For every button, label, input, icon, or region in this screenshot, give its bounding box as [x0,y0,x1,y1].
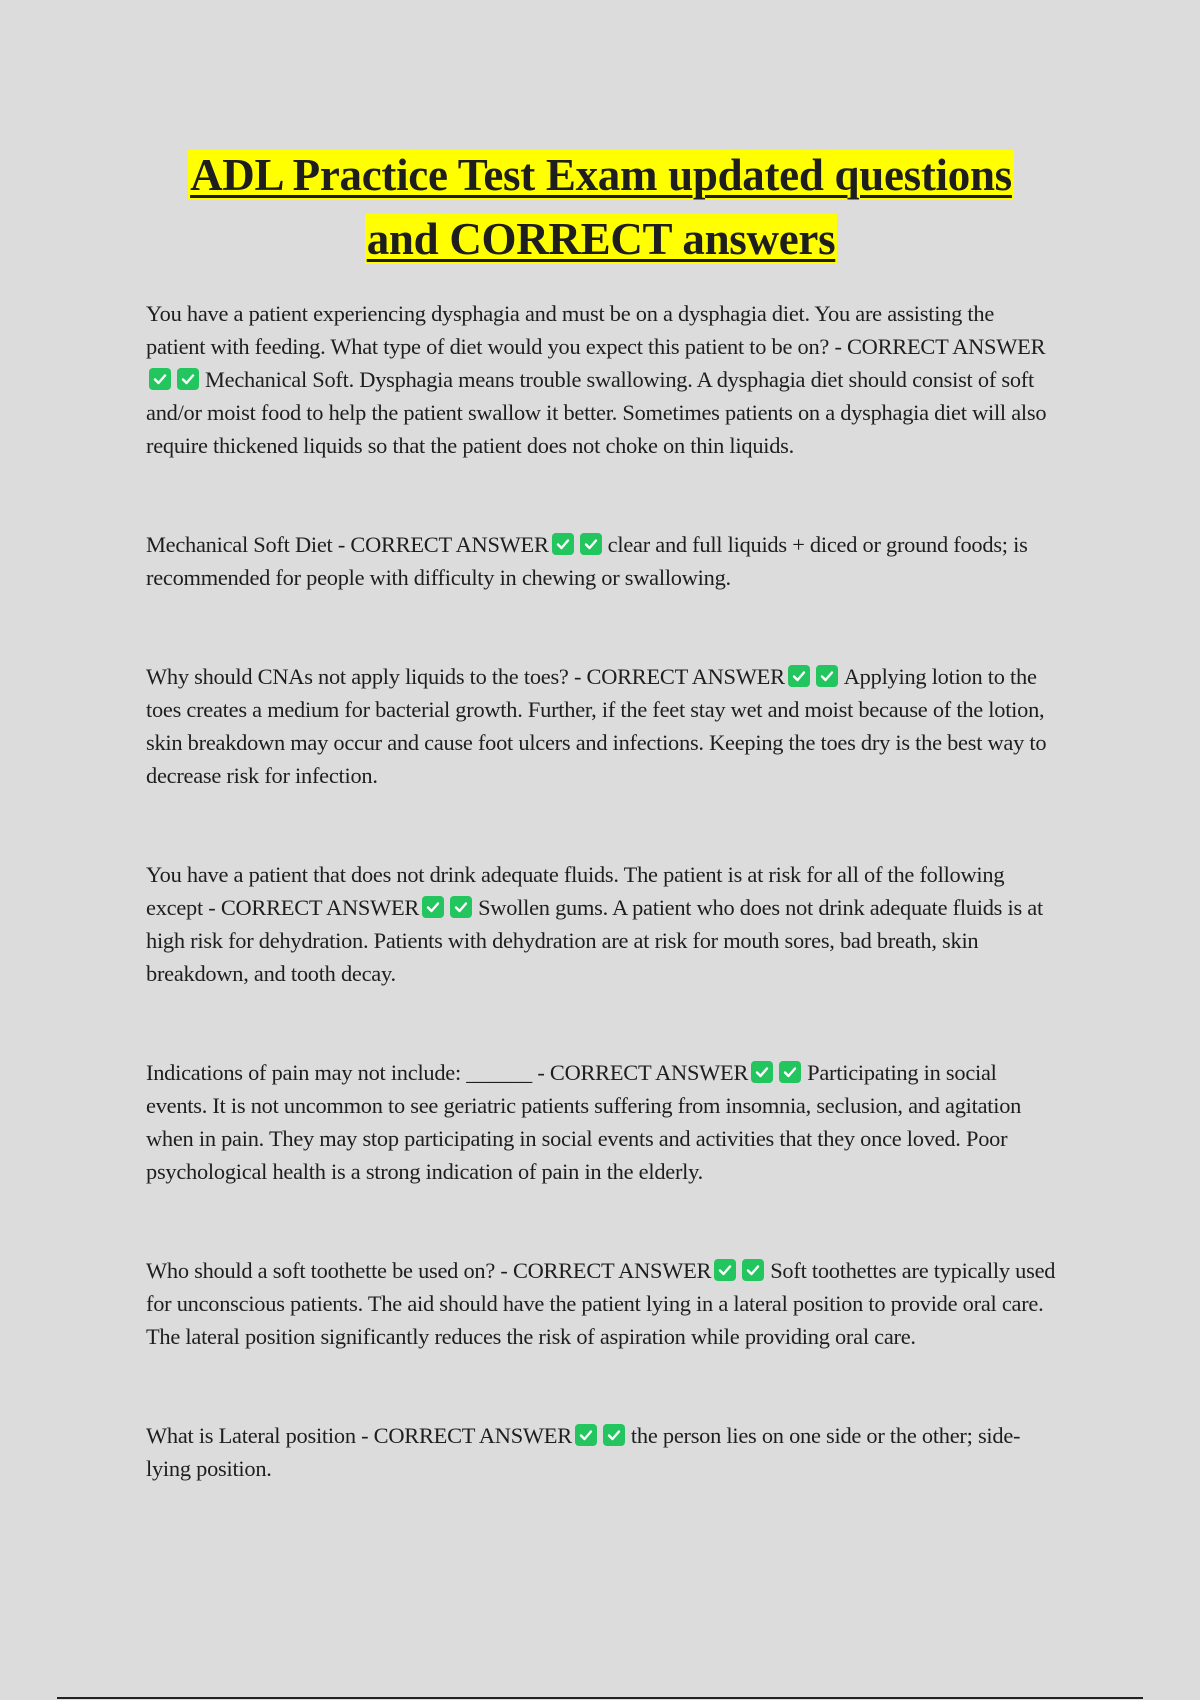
check-icon [603,1424,625,1446]
qa-item [146,1056,1056,1188]
question-text: What is Lateral position - CORRECT ANSWER [146,1423,572,1448]
check-icon [788,665,810,687]
check-icon [816,665,838,687]
title-line-2: and CORRECT answers [366,214,836,264]
qa-item [146,297,1056,462]
check-icon [450,896,472,918]
check-icon [149,368,171,390]
qa-item [146,1419,1056,1485]
answer-text: Participating in social events. It is not uncommon to see geriatric patients suffering from insomnia, seclusion, and agitation when in pain. They may stop participating in social events and activities that they once loved. Poor psychological health is a strong indication of pain in the elderly. [146,1060,1022,1184]
check-icon [177,368,199,390]
qa-item [146,1254,1056,1353]
page-title [146,143,1056,271]
answer-text: the person lies on one side or the other; side-lying position. [146,1423,1021,1481]
check-icon [779,1061,801,1083]
question-text: You have a patient experiencing dysphagia and must be on a dysphagia diet. You are assisting the patient with feeding. What type of diet would you expect this patient to be on? - CORRECT ANSWER [146,301,1046,359]
check-icon [751,1061,773,1083]
question-text: Mechanical Soft Diet - CORRECT ANSWER [146,532,549,557]
question-text: Why should CNAs not apply liquids to the toes? - CORRECT ANSWER [146,664,785,689]
qa-item [146,660,1056,792]
check-icon [714,1259,736,1281]
qa-item [146,858,1056,990]
answer-text: clear and full liquids + diced or ground foods; is recommended for people with difficulty in chewing or swallowing. [146,532,1028,590]
qa-item [146,528,1056,594]
question-text: Who should a soft toothette be used on? - CORRECT ANSWER [146,1258,712,1283]
question-text: Indications of pain may not include: ______ - CORRECT ANSWER [146,1060,749,1085]
answer-text: Soft toothettes are typically used for unconscious patients. The aid should have the patient lying in a lateral position to provide oral care. The lateral position significantly reduces the risk of aspiration while providing oral care. [146,1258,1056,1349]
page-divider [57,1697,1143,1699]
check-icon [580,533,602,555]
answer-text: Applying lotion to the toes creates a medium for bacterial growth. Further, if the feet stay wet and moist because of the lotion, skin breakdown may occur and cause foot ulcers and infections. Keeping the toes dry is the best way to decrease risk for infection. [146,664,1047,788]
document-content [146,143,1056,1485]
check-icon [742,1259,764,1281]
check-icon [575,1424,597,1446]
title-line-1: ADL Practice Test Exam updated questions [190,150,1012,200]
question-text: You have a patient that does not drink adequate fluids. The patient is at risk for all of the following except - CORRECT ANSWER [146,862,1005,920]
answer-text: Swollen gums. A patient who does not drink adequate fluids is at high risk for dehydration. Patients with dehydration are at risk for mouth sores, bad breath, skin breakdown, and tooth decay. [146,895,1043,986]
check-icon [422,896,444,918]
answer-text: Mechanical Soft. Dysphagia means trouble swallowing. A dysphagia diet should consist of soft and/or moist food to help the patient swallow it better. Sometimes patients on a dysphagia diet will also require thickened liquids so that the patient does not choke on thin liquids. [146,367,1047,458]
check-icon [552,533,574,555]
